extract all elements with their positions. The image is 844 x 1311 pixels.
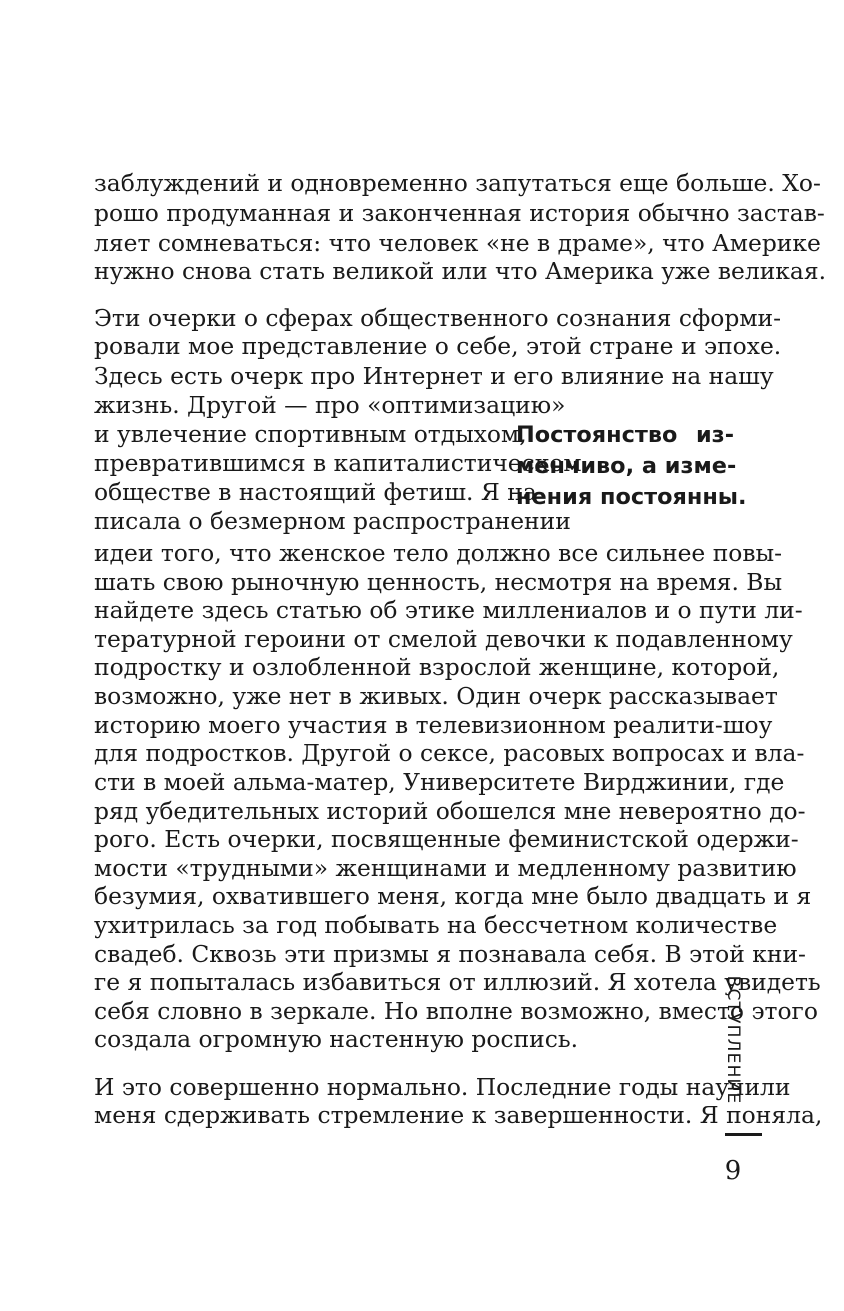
text-line: создала огромную настенную роспись. — [94, 1025, 579, 1053]
text-line: ляет сомневаться: что человек «не в драме», что Америке — [94, 229, 821, 257]
text-line: жизнь. Другой — про «оптимизацию» — [94, 391, 566, 419]
text-line: рого. Есть очерки, посвященные феминистской одержи- — [94, 825, 799, 853]
text-line: нужно снова стать великой или что Америка уже великая. — [94, 257, 827, 285]
folio-rule — [725, 1133, 762, 1136]
text-line: рошо продуманная и законченная история обычно застав- — [94, 199, 825, 227]
text-line: ухитрилась за год побывать на бессчетном количестве — [94, 911, 778, 939]
text-line: ге я попыталась избавиться от иллюзий. Я хотела увидеть — [94, 968, 821, 996]
running-head: ВСТУПЛЕНИЕ — [723, 975, 743, 1105]
text-line: обществе в настоящий фетиш. Я на- — [94, 478, 545, 506]
pull-quote-line: Постоянство из- — [516, 422, 734, 448]
text-line: идеи того, что женское тело должно все сильнее повы- — [94, 539, 783, 567]
text-line: мости «трудными» женщинами и медленному развитию — [94, 854, 797, 882]
text-line: сти в моей альма-матер, Университете Вирджинии, где — [94, 768, 785, 796]
text-line: ряд убедительных историй обошелся мне невероятно до- — [94, 797, 806, 825]
text-line: тературной героини от смелой девочки к подавленному — [94, 625, 793, 653]
text-line: историю моего участия в телевизионном реалити-шоу — [94, 711, 773, 739]
text-line: для подростков. Другой о сексе, расовых вопросах и вла- — [94, 739, 805, 767]
text-line: заблуждений и одновременно запутаться еще больше. Хо- — [94, 169, 821, 197]
pull-quote — [516, 420, 747, 513]
text-line: ровали мое представление о себе, этой стране и эпохе. — [94, 332, 782, 360]
text-line: возможно, уже нет в живых. Один очерк рассказывает — [94, 682, 778, 710]
text-line: писала о безмерном распространении — [94, 507, 571, 535]
text-line: безумия, охватившего меня, когда мне было двадцать и я — [94, 882, 812, 910]
text-line: Здесь есть очерк про Интернет и его влияние на нашу — [94, 362, 774, 390]
text-line: шать свою рыночную ценность, несмотря на время. Вы — [94, 568, 783, 596]
pull-quote-line: менчиво, а изме- — [516, 453, 737, 479]
text-line: превратившимся в капиталистическом — [94, 449, 582, 477]
text-line: меня сдерживать стремление к завершенности. Я поняла, — [94, 1101, 823, 1129]
text-line: И это совершенно нормально. Последние годы научили — [94, 1073, 791, 1101]
text-line: и увлечение спортивным отдыхом, — [94, 420, 527, 448]
page-number: 9 — [724, 1156, 742, 1186]
text-line: свадеб. Сквозь эти призмы я познавала себя. В этой кни- — [94, 940, 806, 968]
text-line: себя словно в зеркале. Но вполне возможно, вместо этого — [94, 997, 818, 1025]
pull-quote-line: нения постоянны. — [516, 484, 747, 510]
text-line: Эти очерки о сферах общественного сознания сформи- — [94, 304, 782, 332]
text-line: найдете здесь статью об этике миллениалов и о пути ли- — [94, 596, 803, 624]
text-line: подростку и озлобленной взрослой женщине, которой, — [94, 653, 780, 681]
